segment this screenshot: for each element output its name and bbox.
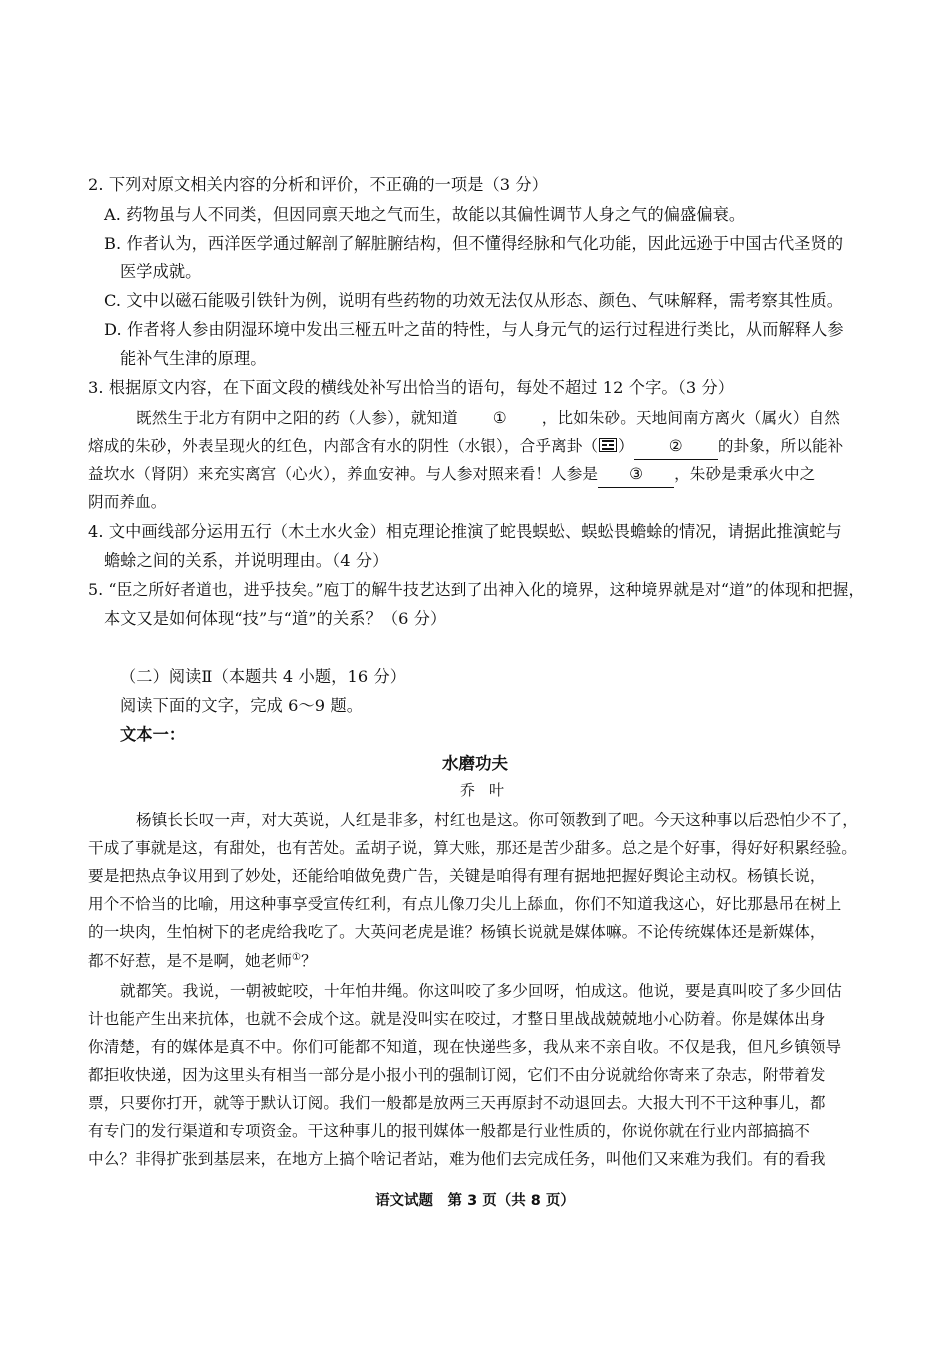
story-line: 的一块肉，生怕树下的老虎给我吃了。大英问老虎是谁？杨镇长说就是媒体嘛。不论传统媒体还是新媒体， [88,923,826,941]
q2-option-d: D. 作者将人参由阴湿环境中发出三桠五叶之苗的特性，与人身元气的运行过程进行类比，从而解释人参 [104,320,844,339]
story-line: 要是把热点争议用到了妙处，还能给咱做免费广告，关键是咱得有理有据地把握好舆论主动权。杨镇长说， [88,867,826,885]
q3-blank-2: ② [634,433,718,460]
text-label: 文本一： [120,725,186,744]
story-line: 票，只要你打开，就等于默认订阅。我们一般都是放两三天再原封不动退回去。大报大刊不干这种事儿，都 [88,1094,826,1112]
story-text: 都不好惹，是不是啊，她老师 [88,952,293,970]
story-line: 有专门的发行渠道和专项资金。干这种事儿的报刊媒体一般都是行业性质的，你说你就在行业内部搞搞不 [88,1122,810,1140]
q3-text: 的卦象，所以能补 [717,437,844,455]
q3-blank-1: ① [492,409,507,427]
q5-stem-cont: 本文又是如何体现“技”与“道”的关系？（6 分） [104,609,447,628]
story-line: 都拒收快递，因为这里头有相当一部分是小报小刊的强制订阅，它们不由分说就给你寄来了杂志，附带着发 [88,1066,826,1084]
story-line [88,948,317,974]
section-heading: （二）阅读Ⅱ（本题共 4 小题，16 分） [120,667,407,686]
q3-blank-3: ③ [598,461,674,488]
q3-text: 熔成的朱砂，外表呈现火的红色，内部含有水的阴性（水银），合乎离卦（ [88,437,599,455]
story-line: 中么？非得扩张到基层来，在地方上搞个啥记者站，难为他们去完成任务，叫他们又来难为我们。有的看我 [88,1150,826,1168]
q3-text: ） [618,437,634,455]
q2-option-b: B. 作者认为，西洋医学通过解剖了解脏腑结构，但不懂得经脉和气化功能，因此远逊于中国古代圣贤的 [104,234,844,253]
section-instruction: 阅读下面的文字，完成 6～9 题。 [120,696,364,715]
q2-option-c: C. 文中以磁石能吸引铁针为例，说明有些药物的功效无法仅从形态、颜色、气味解释，需考察其性质。 [104,291,844,310]
story-line: 就都笑。我说，一朝被蛇咬，十年怕井绳。你这叫咬了多少回呀，怕成这。他说，要是真叫咬了多少回估 [120,982,842,1000]
q3-passage-line1 [136,405,840,431]
q3-passage-line2 [88,433,843,460]
q2-option-b-cont: 医学成就。 [120,262,202,281]
story-author: 乔叶 [459,781,518,799]
q3-passage-line4: 阴而养血。 [88,493,167,511]
li-trigram-icon [599,438,617,452]
q3-text: ，比如朱砂。天地间南方离火（属火）自然 [541,409,840,427]
story-title: 水磨功夫 [442,754,508,773]
page-footer: 语文试题 第 3 页（共 8 页） [375,1193,575,1209]
q3-text: ，朱砂是秉承火中之 [674,465,816,483]
q3-passage-line3 [88,461,815,488]
q3-stem: 3. 根据原文内容，在下面文段的横线处补写出恰当的语句，每处不超过 12 个字。（3 分） [88,378,735,397]
story-text: ？ [301,952,317,970]
story-line: 用个不恰当的比喻，用这种事享受宣传红利，有点儿像刀尖儿上舔血，你们不知道我这心，好比那悬吊在树上 [88,895,842,913]
q4-stem: 4. 文中画线部分运用五行（木土水火金）相克理论推演了蛇畏蜈蚣、蜈蚣畏蟾蜍的情况，请据此推演蛇与 [88,522,842,541]
q3-text: 益坎水（肾阴）来充实离宫（心火），养血安神。与人参对照来看！人参是 [88,465,599,483]
q3-text: 既然生于北方有阴中之阳的药（人参），就知道 [136,409,458,427]
q5-stem: 5. “臣之所好者道也，进乎技矣。”庖丁的解牛技艺达到了出神入化的境界，这种境界就是对“道”的体现和把握， [88,580,865,599]
story-line: 干成了事就是这，有甜处，也有苦处。孟胡子说，算大账，那还是苦少甜多。总之是个好事，得好好积累经验。 [88,839,857,857]
q4-stem-cont: 蟾蜍之间的关系，并说明理由。（4 分） [104,551,389,570]
q2-stem: 2. 下列对原文相关内容的分析和评价，不正确的一项是（3 分） [88,175,549,194]
footnote-marker: ① [292,951,302,963]
story-line: 杨镇长长叹一声，对大英说，人红是非多，村红也是这。你可领教到了吧。今天这种事以后恐怕少不了， [136,811,858,829]
story-line: 你清楚，有的媒体是真不中。你们可能都不知道，现在快递些多，我从来不亲自收。不仅是我，但凡乡镇领导 [88,1038,842,1056]
story-line: 计也能产生出来抗体，也就不会成个这。就是没叫实在咬过，才整日里战战兢兢地小心防着。你是媒体出身 [88,1010,826,1028]
q2-option-a: A. 药物虽与人不同类，但因同禀天地之气而生，故能以其偏性调节人身之气的偏盛偏衰。 [104,205,746,224]
q2-option-d-cont: 能补气生津的原理。 [120,349,267,368]
